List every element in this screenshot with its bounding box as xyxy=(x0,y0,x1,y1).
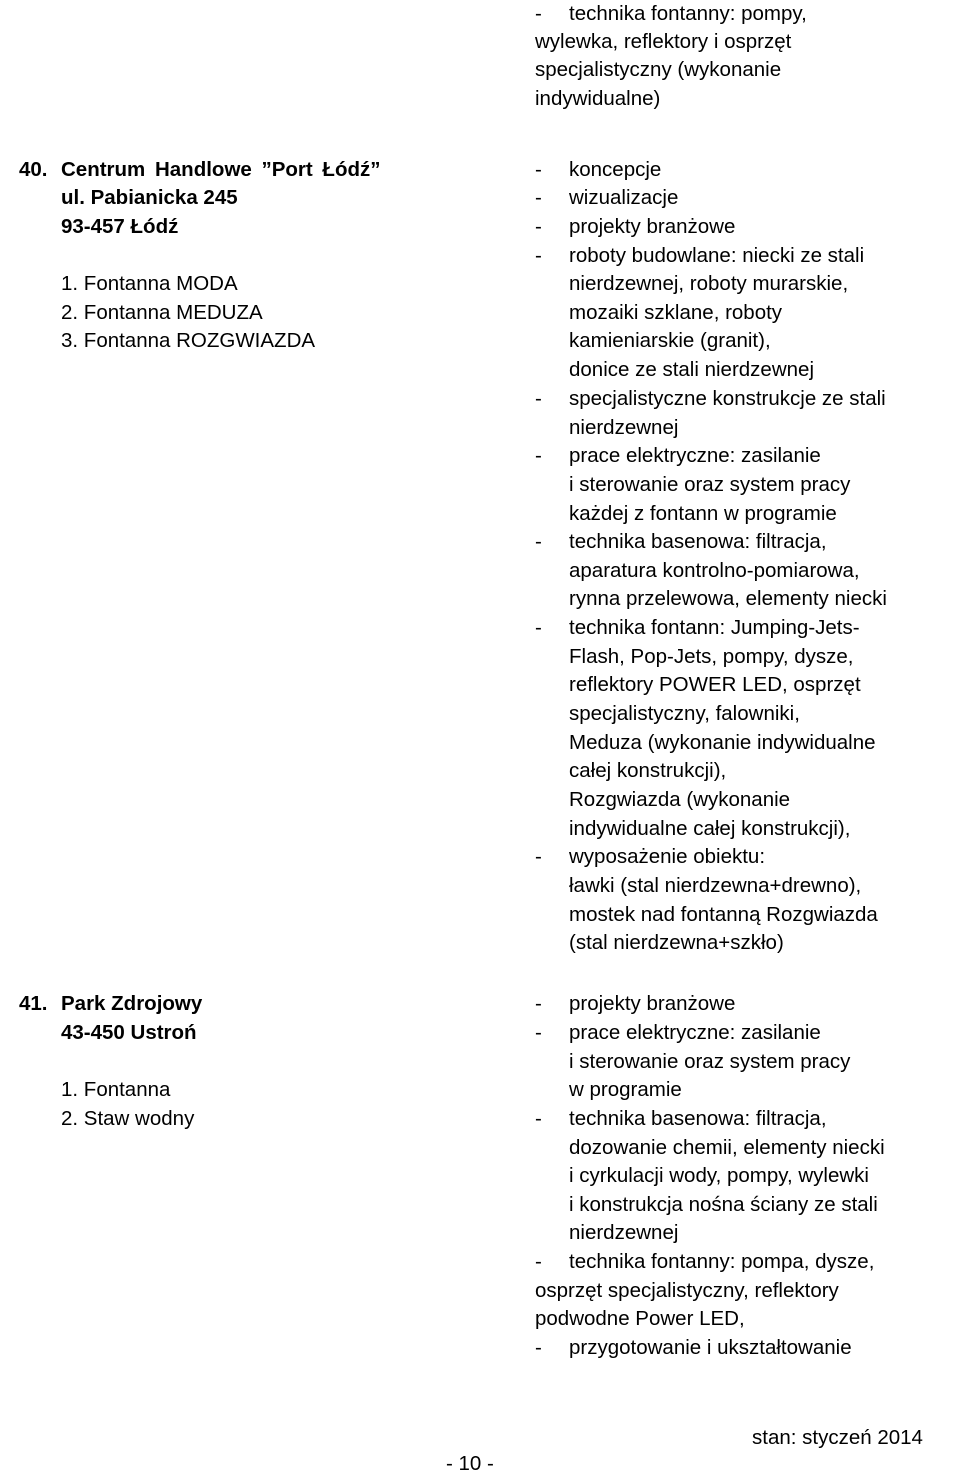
scope-line: kamieniarskie (granit), xyxy=(569,329,771,352)
scope-line: rynna przelewowa, elementy niecki xyxy=(569,587,887,610)
scope-line: nierdzewnej xyxy=(569,416,679,439)
scope-line: specjalistyczne konstrukcje ze stali xyxy=(569,387,886,410)
bullet-dash: - xyxy=(535,530,542,553)
scope-line: wylewka, reflektory i osprzęt xyxy=(535,30,792,53)
scope-line: osprzęt specjalistyczny, reflektory xyxy=(535,1279,839,1302)
scope-line: i cyrkulacji wody, pompy, wylewki xyxy=(569,1164,869,1187)
fountain-item: 2. Fontanna MEDUZA xyxy=(61,301,263,324)
bullet-dash: - xyxy=(535,2,542,25)
bullet-dash: - xyxy=(535,158,542,181)
entry-street: ul. Pabianicka 245 xyxy=(61,186,238,209)
scope-line: specjalistyczny (wykonanie xyxy=(535,58,782,81)
scope-line: dozowanie chemii, elementy niecki xyxy=(569,1136,885,1159)
scope-line: technika fontanny: pompy, xyxy=(569,2,807,25)
scope-line: ławki (stal nierdzewna+drewno), xyxy=(569,874,862,897)
scope-line: technika fontann: Jumping-Jets- xyxy=(569,616,860,639)
scope-line: każdej z fontann w programie xyxy=(569,502,837,525)
bullet-dash: - xyxy=(535,244,542,267)
scope-line: indywidualne całej konstrukcji), xyxy=(569,817,851,840)
scope-line: indywidualne) xyxy=(535,87,661,110)
scope-line: nierdzewnej xyxy=(569,1221,679,1244)
scope-line: prace elektryczne: zasilanie xyxy=(569,444,821,467)
fountain-item: 1. Fontanna MODA xyxy=(61,272,238,295)
scope-line: technika basenowa: filtracja, xyxy=(569,1107,827,1130)
scope-line: (stal nierdzewna+szkło) xyxy=(569,931,784,954)
scope-line: całej konstrukcji), xyxy=(569,759,727,782)
scope-line: i konstrukcja nośna ściany ze stali xyxy=(569,1193,878,1216)
bullet-dash: - xyxy=(535,616,542,639)
fountain-item: 3. Fontanna ROZGWIAZDA xyxy=(61,329,316,352)
bullet-dash: - xyxy=(535,387,542,410)
bullet-dash: - xyxy=(535,1250,542,1273)
scope-line: technika fontanny: pompa, dysze, xyxy=(569,1250,875,1273)
scope-line: mozaiki szklane, roboty xyxy=(569,301,783,324)
bullet-dash: - xyxy=(535,1107,542,1130)
scope-line: wizualizacje xyxy=(569,186,679,209)
fountain-item: 2. Staw wodny xyxy=(61,1107,195,1130)
bullet-dash: - xyxy=(535,186,542,209)
bullet-dash: - xyxy=(535,845,542,868)
scope-line: donice ze stali nierdzewnej xyxy=(569,358,814,381)
scope-line: i sterowanie oraz system pracy xyxy=(569,473,851,496)
scope-line: Flash, Pop-Jets, pompy, dysze, xyxy=(569,645,854,668)
entry-city: 43-450 Ustroń xyxy=(61,1021,197,1044)
bullet-dash: - xyxy=(535,992,542,1015)
entry-name: Centrum Handlowe ”Port Łódź” xyxy=(61,158,381,181)
scope-line: koncepcje xyxy=(569,158,662,181)
scope-line: aparatura kontrolno-pomiarowa, xyxy=(569,559,860,582)
scope-line: specjalistyczny, falowniki, xyxy=(569,702,800,725)
scope-line: podwodne Power LED, xyxy=(535,1307,745,1330)
scope-line: prace elektryczne: zasilanie xyxy=(569,1021,821,1044)
scope-line: Meduza (wykonanie indywidualne xyxy=(569,731,876,754)
scope-line: i sterowanie oraz system pracy xyxy=(569,1050,851,1073)
fountain-item: 1. Fontanna xyxy=(61,1078,171,1101)
bullet-dash: - xyxy=(535,215,542,238)
scope-line: przygotowanie i ukształtowanie xyxy=(569,1336,852,1359)
entry-number: 41. xyxy=(19,992,48,1015)
entry-city: 93-457 Łódź xyxy=(61,215,179,238)
scope-line: Rozgwiazda (wykonanie xyxy=(569,788,791,811)
entry-number: 40. xyxy=(19,158,48,181)
scope-line: mostek nad fontanną Rozgwiazda xyxy=(569,903,878,926)
scope-line: technika basenowa: filtracja, xyxy=(569,530,827,553)
scope-line: nierdzewnej, roboty murarskie, xyxy=(569,272,849,295)
scope-line: w programie xyxy=(569,1078,682,1101)
scope-line: projekty branżowe xyxy=(569,992,736,1015)
scope-line: projekty branżowe xyxy=(569,215,736,238)
bullet-dash: - xyxy=(535,444,542,467)
document-status-date: stan: styczeń 2014 xyxy=(752,1426,923,1449)
entry-name: Park Zdrojowy xyxy=(61,992,203,1015)
page-number: - 10 - xyxy=(446,1452,494,1475)
bullet-dash: - xyxy=(535,1336,542,1359)
scope-line: roboty budowlane: niecki ze stali xyxy=(569,244,865,267)
scope-line: reflektory POWER LED, osprzęt xyxy=(569,673,861,696)
bullet-dash: - xyxy=(535,1021,542,1044)
scope-line: wyposażenie obiektu: xyxy=(569,845,766,868)
